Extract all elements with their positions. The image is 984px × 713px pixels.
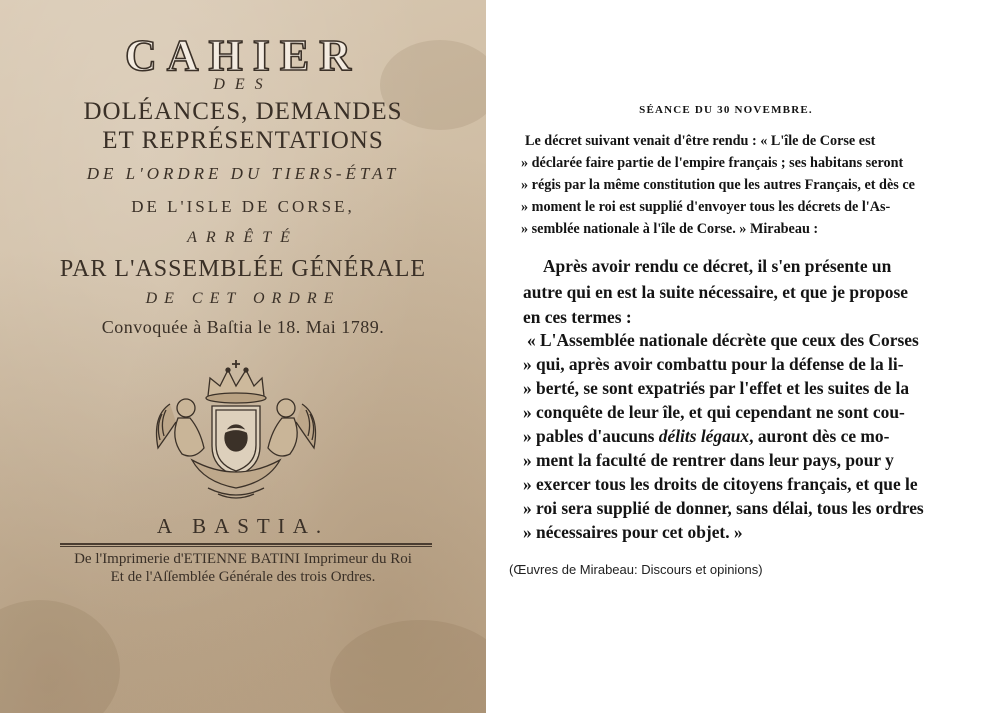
corsica-coat-of-arms-icon	[148, 356, 323, 506]
speech-line: » berté, se sont expatriés par l'effet et les suites de la	[523, 378, 910, 398]
decree-line: » moment le roi est supplié d'envoyer tous les décrets de l'As-	[521, 199, 891, 215]
cover-line-bastia: A BASTIA.	[156, 514, 330, 538]
cover-line-imprimerie-2: Et de l'Aſſemblée Générale des trois Ordres.	[110, 569, 376, 585]
speech-text: , auront dès ce mo-	[749, 426, 890, 446]
speech-line: » roi sera supplié de donner, sans délai, tous les ordres	[523, 498, 924, 518]
speech-line: en ces termes :	[523, 307, 632, 327]
speech-line: » nécessaires pour cet objet. »	[523, 522, 743, 542]
cahier-title-page	[0, 0, 486, 713]
cover-line-ordre: DE L'ORDRE DU TIERS-ÉTAT	[86, 164, 400, 183]
speech-line: Après avoir rendu ce décret, il s'en présente un	[543, 256, 892, 276]
cover-line-arrete: ARRÊTÉ	[187, 229, 299, 246]
decree-line: » semblée nationale à l'île de Corse. » Mirabeau :	[521, 221, 819, 237]
speech-line: autre qui en est la suite nécessaire, et que je propose	[523, 282, 908, 302]
cover-line-imprimerie-1: De l'Imprimerie d'ETIENNE BATINI Imprimeur du Roi	[74, 551, 412, 567]
speech-italic-text: délits légaux	[658, 426, 750, 446]
cover-line-des: DES	[213, 76, 273, 93]
cover-line-doleances: DOLÉANCES, DEMANDES	[83, 98, 403, 125]
cover-line-isle: DE L'ISLE DE CORSE,	[131, 197, 355, 216]
mirabeau-excerpt	[486, 88, 966, 576]
cover-rule-divider	[60, 543, 432, 547]
speech-text: » pables d'aucuns	[523, 426, 659, 446]
speech-line: » ment la faculté de rentrer dans leur pays, pour y	[523, 450, 894, 470]
speech-line: » qui, après avoir combattu pour la défense de la li-	[523, 354, 904, 374]
cover-line-representations: ET REPRÉSENTATIONS	[102, 127, 384, 154]
decree-line: » déclarée faire partie de l'empire français ; ses habitans seront	[521, 155, 904, 171]
speech-line: « L'Assemblée nationale décrète que ceux des Corses	[527, 330, 919, 350]
cover-line-convoquee: Convoquée à Baſtia le 18. Mai 1789.	[101, 317, 385, 337]
cover-title: CAHIER	[124, 31, 362, 80]
speech-line: » conquête de leur île, et qui cependant ne sont cou-	[523, 402, 905, 422]
speech-line-with-italic	[523, 426, 889, 447]
speech-line: » exercer tous les droits de citoyens français, et que le	[523, 474, 918, 494]
decree-line: » régis par la même constitution que les autres Français, et dès ce	[521, 177, 915, 193]
decree-line: Le décret suivant venait d'être rendu : « L'île de Corse est	[525, 133, 876, 149]
source-caption: (Œuvres de Mirabeau: Discours et opinions)	[509, 562, 763, 577]
cover-line-cet-ordre: DE CET ORDRE	[145, 290, 341, 307]
cover-line-assemblee: PAR L'ASSEMBLÉE GÉNÉRALE	[59, 256, 427, 282]
excerpt-heading: SÉANCE DU 30 NOVEMBRE.	[639, 104, 813, 116]
